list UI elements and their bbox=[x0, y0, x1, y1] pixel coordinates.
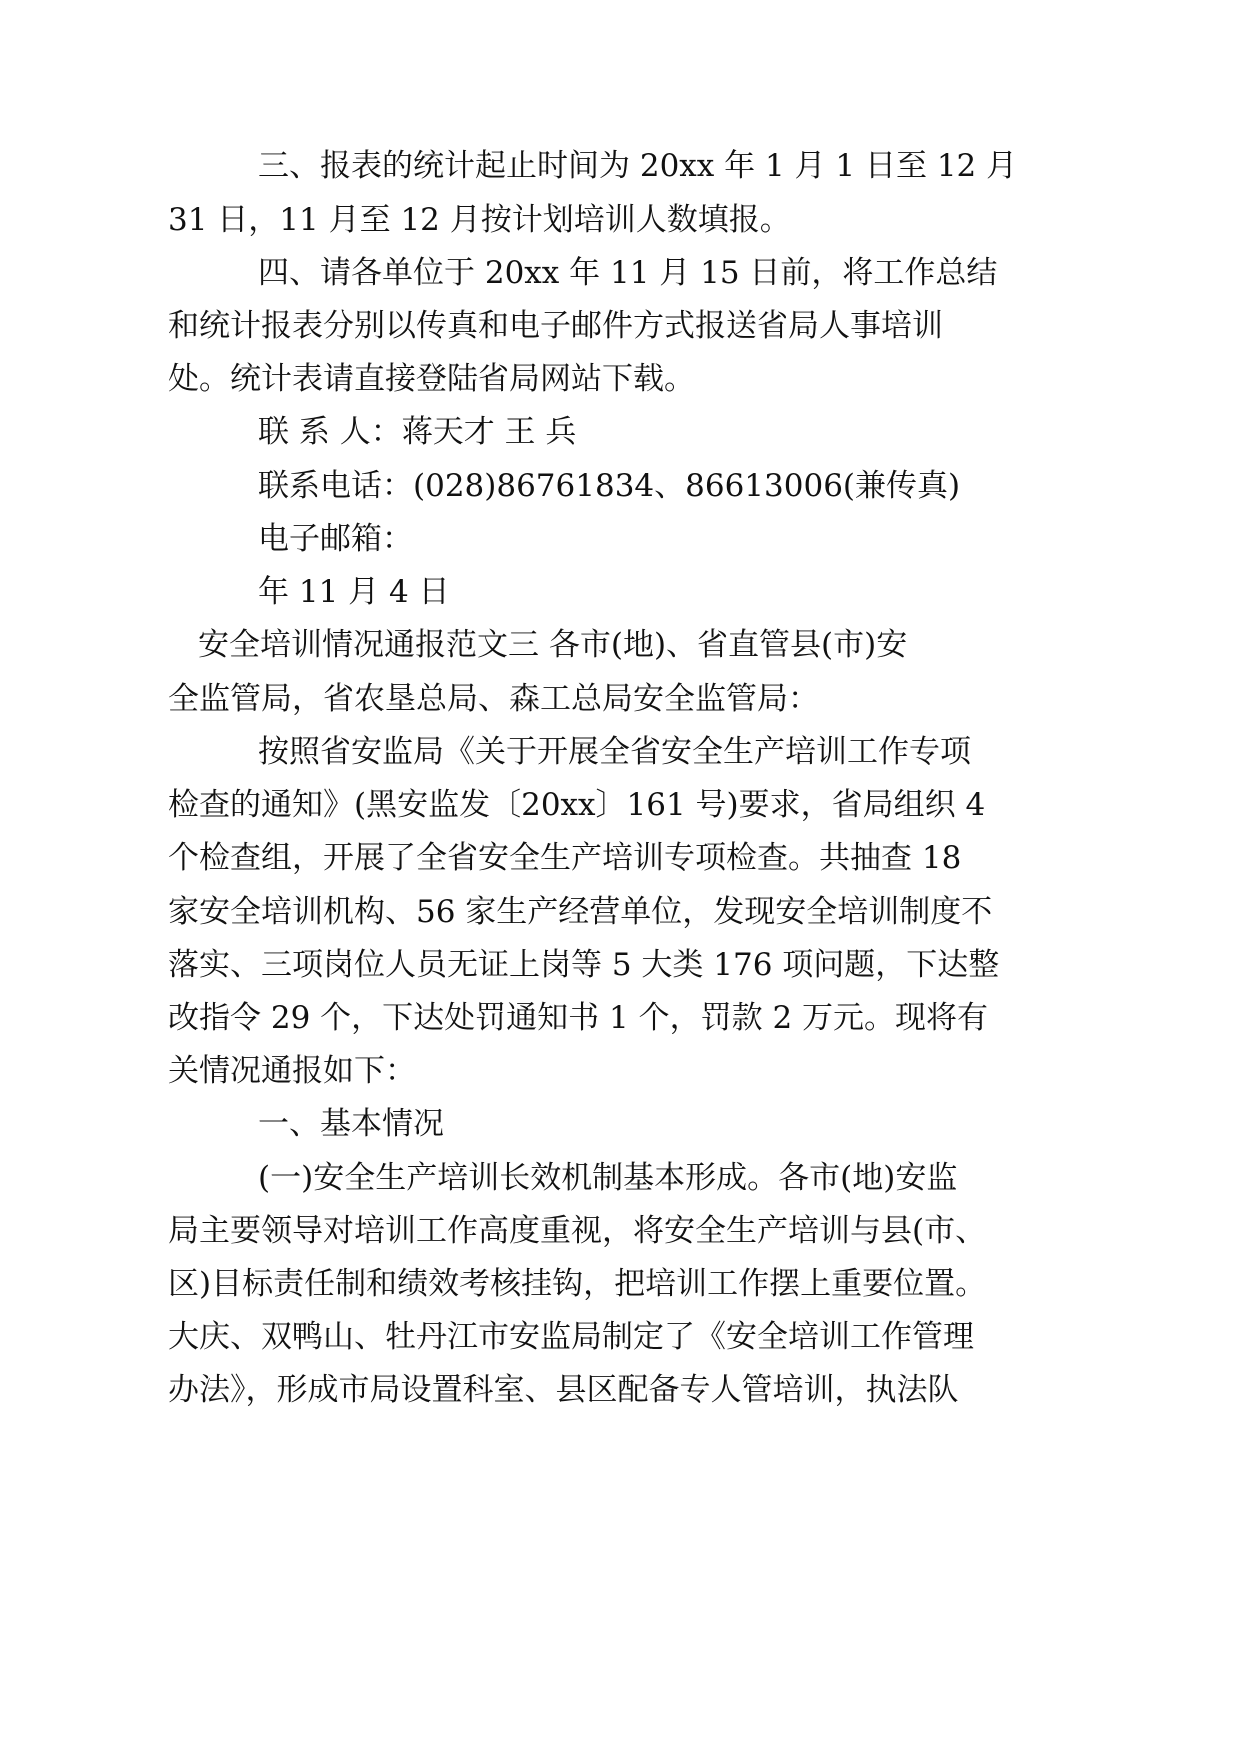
section-heading-line: 安全培训情况通报范文三 各市(地)、省直管县(市)安 bbox=[198, 627, 908, 663]
paragraph-line: 关情况通报如下： bbox=[168, 1053, 416, 1089]
paragraph-line: 改指令 29 个，下达处罚通知书 1 个，罚款 2 万元。现将有 bbox=[168, 1000, 989, 1036]
paragraph-line: 和统计报表分别以传真和电子邮件方式报送省局人事培训 bbox=[168, 308, 943, 344]
paragraph-line: 四、请各单位于 20xx 年 11 月 15 日前，将工作总结 bbox=[258, 255, 998, 291]
paragraph-line: (一)安全生产培训长效机制基本形成。各市(地)安监 bbox=[258, 1160, 958, 1196]
paragraph-line: 落实、三项岗位人员无证上岗等 5 大类 176 项问题，下达整 bbox=[168, 947, 1000, 983]
paragraph-line: 按照省安监局《关于开展全省安全生产培训工作专项 bbox=[258, 734, 971, 770]
paragraph-line: 检查的通知》(黑安监发〔20xx〕161 号)要求，省局组织 4 bbox=[168, 787, 986, 823]
contact-email-line: 电子邮箱： bbox=[258, 521, 413, 557]
contact-phone-line: 联系电话：(028)86761834、86613006(兼传真) bbox=[258, 468, 961, 504]
paragraph-line: 区)目标责任制和绩效考核挂钩，把培训工作摆上重要位置。 bbox=[168, 1266, 987, 1302]
contact-person-line: 联 系 人：蒋天才 王 兵 bbox=[258, 414, 577, 450]
paragraph-line: 全监管局，省农垦总局、森工总局安全监管局： bbox=[168, 681, 819, 717]
paragraph-line: 个检查组，开展了全省安全生产培训专项检查。共抽查 18 bbox=[168, 840, 962, 876]
paragraph-line: 31 日，11 月至 12 月按计划培训人数填报。 bbox=[168, 202, 791, 238]
paragraph-line: 大庆、双鸭山、牡丹江市安监局制定了《安全培训工作管理 bbox=[168, 1319, 974, 1355]
paragraph-line: 家安全培训机构、56 家生产经营单位，发现安全培训制度不 bbox=[168, 894, 993, 930]
section-heading-line: 一、基本情况 bbox=[258, 1106, 444, 1142]
paragraph-line: 办法》，形成市局设置科室、县区配备专人管培训，执法队 bbox=[168, 1372, 959, 1408]
paragraph-line: 三、报表的统计起止时间为 20xx 年 1 月 1 日至 12 月 bbox=[258, 148, 1018, 184]
paragraph-line: 处。统计表请直接登陆省局网站下载。 bbox=[168, 361, 695, 397]
paragraph-line: 局主要领导对培训工作高度重视，将安全生产培训与县(市、 bbox=[168, 1213, 987, 1249]
date-line: 年 11 月 4 日 bbox=[258, 574, 450, 610]
